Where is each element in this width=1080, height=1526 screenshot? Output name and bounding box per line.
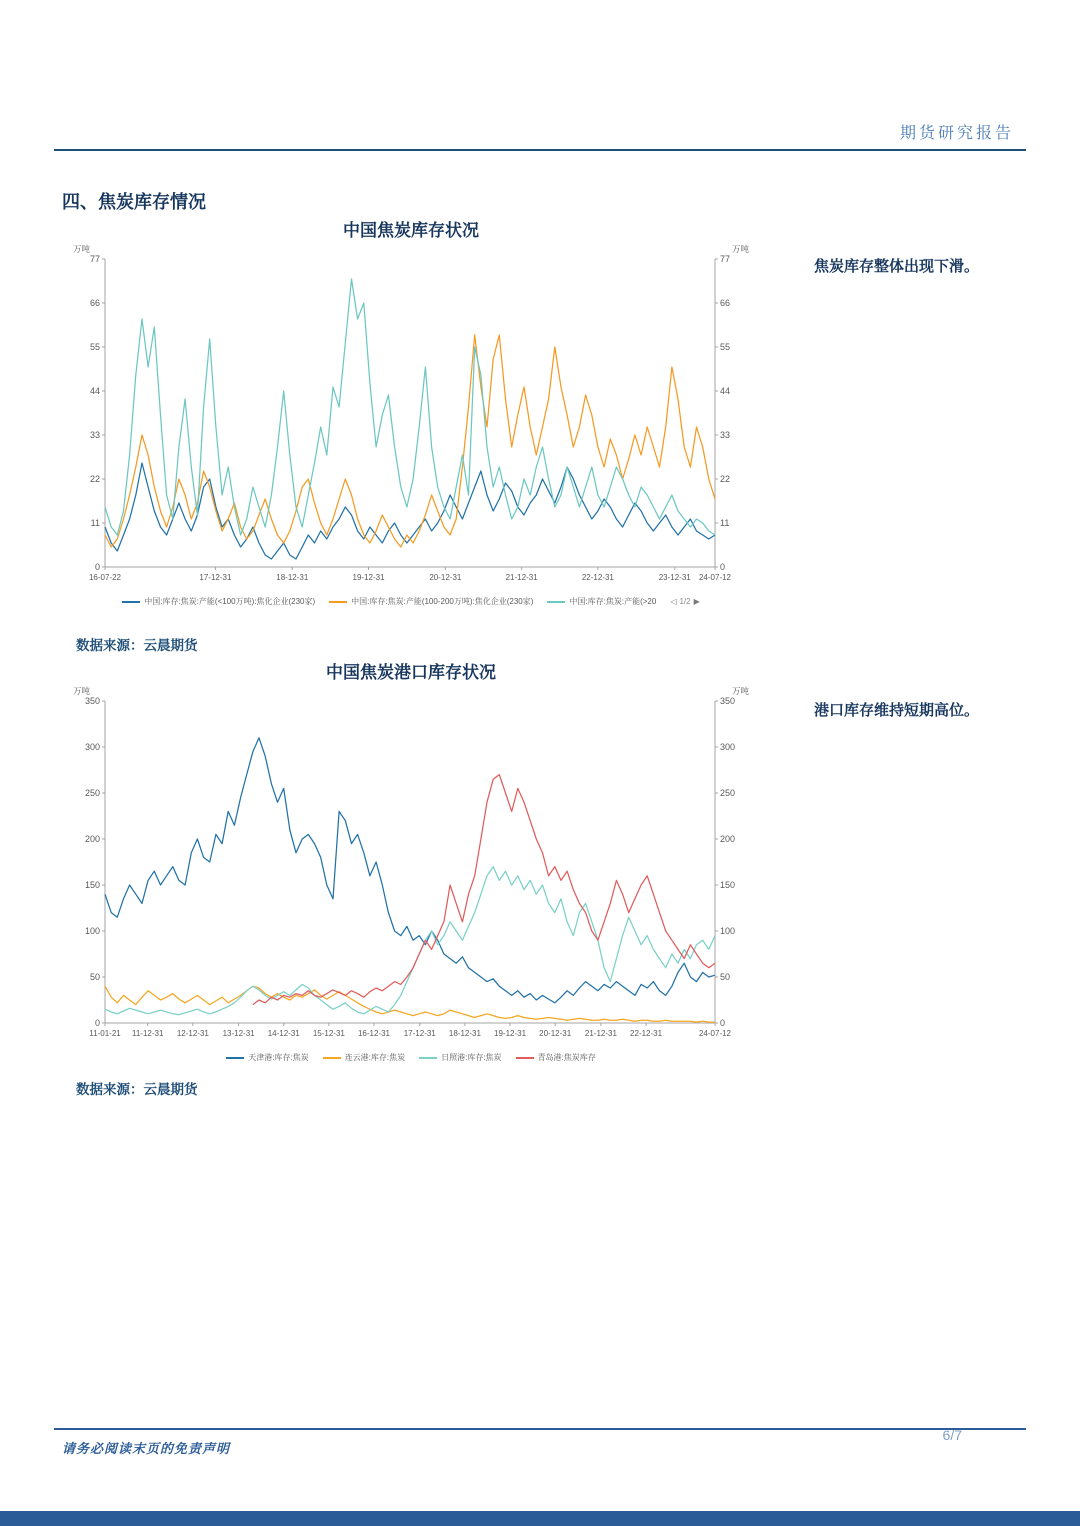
svg-text:300: 300 — [84, 742, 100, 752]
legend-item — [419, 1054, 501, 1062]
svg-text:33: 33 — [89, 430, 100, 440]
svg-text:19-12-31: 19-12-31 — [352, 573, 385, 582]
svg-text:16-07-22: 16-07-22 — [88, 573, 122, 582]
svg-text:22: 22 — [89, 474, 100, 484]
legend-item — [516, 1054, 596, 1062]
svg-text:万吨: 万吨 — [73, 244, 91, 254]
svg-text:200: 200 — [720, 834, 736, 844]
svg-text:20-12-31: 20-12-31 — [429, 573, 462, 582]
chart1-canvas-mount — [64, 243, 758, 595]
legend-item — [329, 598, 533, 606]
svg-text:11-12-31: 11-12-31 — [131, 1029, 164, 1038]
svg-text:100: 100 — [84, 926, 100, 936]
svg-text:150: 150 — [84, 880, 100, 890]
chart1-title: 中国焦炭库存状况 — [343, 221, 479, 240]
legend-line-swatch — [419, 1057, 437, 1059]
legend-label: 中国:库存:焦炭:产能(>20 — [569, 597, 657, 606]
svg-text:21-12-31: 21-12-31 — [505, 573, 538, 582]
svg-text:20-12-31: 20-12-31 — [539, 1029, 572, 1038]
legend-line-swatch — [516, 1057, 534, 1059]
chart2-legend-mount — [64, 1054, 758, 1062]
svg-text:11: 11 — [90, 518, 100, 528]
legend-label: 中国:库存:焦炭:产能(100-200万吨):焦化企业(230家) — [351, 597, 534, 606]
legend-label: 日照港:库存:焦炭 — [441, 1053, 502, 1062]
svg-text:44: 44 — [720, 386, 731, 396]
svg-text:万吨: 万吨 — [731, 686, 749, 696]
svg-text:55: 55 — [89, 342, 100, 352]
legend-line-swatch — [323, 1057, 341, 1059]
svg-text:33: 33 — [720, 430, 731, 440]
legend-line-swatch — [122, 601, 140, 603]
svg-text:250: 250 — [84, 788, 100, 798]
svg-text:350: 350 — [720, 696, 736, 706]
svg-text:11: 11 — [720, 518, 730, 528]
legend-item — [122, 598, 315, 606]
svg-text:22-12-31: 22-12-31 — [581, 573, 614, 582]
svg-text:19-12-31: 19-12-31 — [494, 1029, 527, 1038]
legend-prev-button[interactable]: ◁ — [670, 597, 677, 606]
svg-text:66: 66 — [89, 298, 100, 308]
svg-text:13-12-31: 13-12-31 — [222, 1029, 255, 1038]
svg-text:50: 50 — [720, 972, 731, 982]
chart2-note: 港口库存维持短期高位。 — [814, 703, 980, 719]
svg-text:17-12-31: 17-12-31 — [199, 573, 232, 582]
legend-page-indicator: 1/2 — [679, 597, 691, 606]
svg-text:18-12-31: 18-12-31 — [276, 573, 309, 582]
svg-text:350: 350 — [84, 696, 100, 706]
legend-label: 连云港:库存:焦炭 — [344, 1053, 406, 1062]
legend-line-swatch — [226, 1057, 244, 1059]
legend-line-swatch — [329, 601, 347, 603]
svg-text:300: 300 — [720, 742, 736, 752]
svg-text:24-07-12: 24-07-12 — [698, 573, 732, 582]
svg-text:18-12-31: 18-12-31 — [448, 1029, 481, 1038]
svg-text:万吨: 万吨 — [731, 244, 749, 254]
svg-text:50: 50 — [89, 972, 100, 982]
svg-text:44: 44 — [89, 386, 100, 396]
legend-line-swatch — [547, 601, 565, 603]
svg-text:200: 200 — [84, 834, 100, 844]
svg-text:66: 66 — [720, 298, 731, 308]
svg-text:17-12-31: 17-12-31 — [403, 1029, 436, 1038]
svg-text:11-01-21: 11-01-21 — [89, 1029, 121, 1038]
legend-label: 中国:库存:焦炭:产能(<100万吨):焦化企业(230家) — [144, 597, 316, 606]
footer-disclaimer: 请务必阅读末页的免责声明 — [62, 1441, 231, 1456]
line-chart-canvas — [69, 685, 753, 1051]
chart-legend — [64, 1054, 758, 1062]
svg-text:100: 100 — [720, 926, 736, 936]
legend-pager — [670, 598, 699, 606]
svg-text:22-12-31: 22-12-31 — [630, 1029, 663, 1038]
svg-text:23-12-31: 23-12-31 — [658, 573, 691, 582]
svg-text:150: 150 — [720, 880, 736, 890]
chart2-block — [64, 658, 758, 1062]
chart1-legend-mount — [64, 598, 758, 606]
footer-page-number: 6/7 — [942, 1427, 962, 1443]
chart2-source: 数据来源：云晨期货 — [76, 1082, 198, 1097]
chart1-block — [64, 216, 758, 606]
svg-text:万吨: 万吨 — [73, 686, 91, 696]
svg-text:12-12-31: 12-12-31 — [176, 1029, 209, 1038]
chart2-title: 中国焦炭港口库存状况 — [326, 663, 496, 682]
header-divider — [54, 149, 1026, 151]
svg-text:15-12-31: 15-12-31 — [312, 1029, 345, 1038]
legend-item — [323, 1054, 405, 1062]
svg-text:0: 0 — [94, 1018, 100, 1028]
line-chart-canvas — [69, 243, 753, 595]
svg-text:77: 77 — [89, 254, 100, 264]
svg-text:16-12-31: 16-12-31 — [357, 1029, 391, 1038]
svg-text:24-07-12: 24-07-12 — [698, 1029, 732, 1038]
svg-text:55: 55 — [720, 342, 731, 352]
chart1-source: 数据来源：云晨期货 — [76, 638, 198, 653]
legend-label: 天津港:库存:焦炭 — [248, 1053, 309, 1062]
svg-text:22: 22 — [720, 474, 731, 484]
svg-text:14-12-31: 14-12-31 — [267, 1029, 300, 1038]
svg-text:0: 0 — [720, 1018, 726, 1028]
footer-accent-bar — [0, 1511, 1080, 1526]
section-title: 四、焦炭库存情况 — [62, 192, 206, 212]
report-header-title: 期货研究报告 — [899, 125, 1014, 142]
svg-text:77: 77 — [720, 254, 731, 264]
chart1-note: 焦炭库存整体出现下滑。 — [814, 259, 980, 275]
svg-text:21-12-31: 21-12-31 — [584, 1029, 617, 1038]
chart2-canvas-mount — [64, 685, 758, 1051]
footer-divider — [54, 1428, 1026, 1430]
legend-item — [226, 1054, 308, 1062]
chart-legend — [64, 598, 758, 606]
svg-text:250: 250 — [720, 788, 736, 798]
svg-text:0: 0 — [94, 562, 100, 572]
legend-item — [547, 598, 656, 606]
legend-next-button[interactable]: ▶ — [693, 597, 700, 606]
svg-text:0: 0 — [720, 562, 726, 572]
legend-label: 青岛港:焦炭库存 — [537, 1053, 596, 1062]
